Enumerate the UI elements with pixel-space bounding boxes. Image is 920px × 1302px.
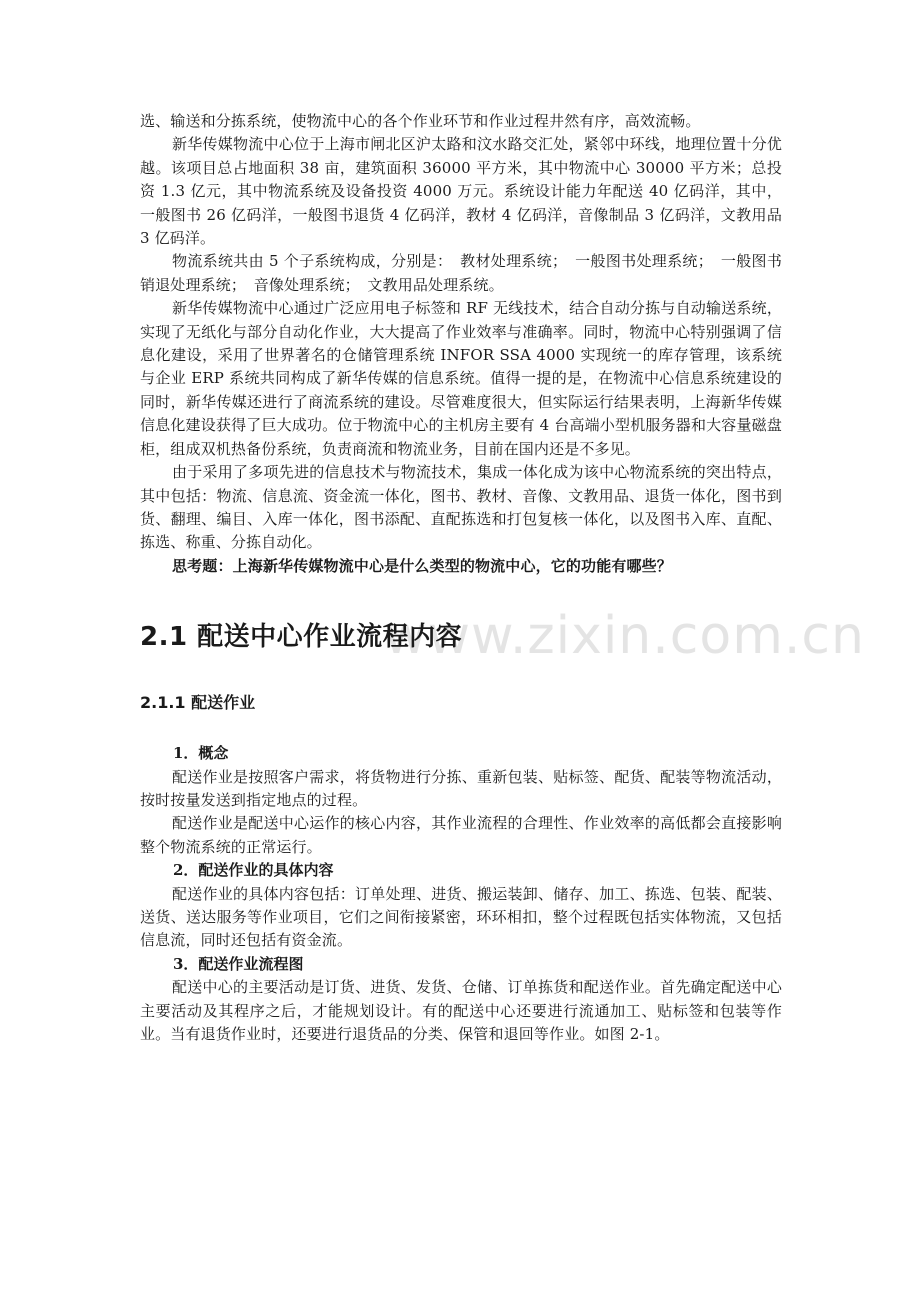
body-paragraph: 配送中心的主要活动是订货、进货、发货、仓储、订单拣货和配送作业。首先确定配送中心主要活动及其程序之后，才能规划设计。有的配送中心还要进行流通加工、贴标签和包装等作业。当有退货作业时，还要进行退货品的分类、保管和退回等作业。如图 2-1。 xyxy=(140,978,782,1043)
body-paragraph: 新华传媒物流中心位于上海市闸北区沪太路和汶水路交汇处，紧邻中环线，地理位置十分优越。该项目总占地面积 38 亩，建筑面积 36000 平方米，其中物流中心 30000 平方米；总投资 1.3 亿元，其中物流系统及设备投资 4000 万元。系统设计能力年配送 40 亿码洋，其中，一般图书 26 亿码洋，一般图书退货 4 亿码洋，教材 4 亿码洋，音像制品 3 亿码洋，文教用品 3 亿码洋。 xyxy=(140,135,782,248)
body-paragraph: 配送作业的具体内容包括：订单处理、进货、搬运装卸、储存、加工、拣选、包装、配装、送货、送达服务等作业项目，它们之间衔接紧密，环环相扣，整个过程既包括实体物流，又包括信息流，同时还包括有资金流。 xyxy=(140,884,782,950)
subheading-concept: 1．概念 xyxy=(173,744,229,763)
subsection-heading-2-1-1: 2.1.1 配送作业 xyxy=(140,693,256,713)
body-paragraph: 由于采用了多项先进的信息技术与物流技术，集成一体化成为该中心物流系统的突出特点，其中包括：物流、信息流、资金流一体化，图书、教材、音像、文教用品、退货一体化，图书到货、翻理、编目、入库一体化，图书添配、直配拣选和打包复核一体化，以及图书入库、直配、拣选、称重、分拣自动化。 xyxy=(140,463,782,552)
body-paragraph: 配送作业是按照客户需求，将货物进行分拣、重新包装、贴标签、配货、配装等物流活动，按时按量发送到指定地点的过程。 xyxy=(140,767,782,809)
subheading-specific-content: 2．配送作业的具体内容 xyxy=(173,861,334,880)
body-paragraph: 新华传媒物流中心通过广泛应用电子标签和 RF 无线技术，结合自动分拣与自动输送系统，实现了无纸化与部分自动化作业，大大提高了作业效率与准确率。同时，物流中心特别强调了信息化建设，采用了世界著名的仓储管理系统 INFOR SSA 4000 实现统一的库存管理，该系统与企业 ERP 系统共同构成了新华传媒的信息系统。值得一提的是，在物流中心信息系统建设的同时，新华传媒还进行了商流系统的建设。尽管难度很大，但实际运行结果表明，上海新华传媒信息化建设获得了巨大成功。位于物流中心的主机房主要有 4 台高端小型机服务器和大容量磁盘柜，组成双机热备份系统，负责商流和物流业务，目前在国内还是不多见。 xyxy=(140,299,782,458)
body-paragraph: 物流系统共由 5 个子系统构成，分别是： 教材处理系统； 一般图书处理系统； 一般图书销退处理系统； 音像处理系统； 文教用品处理系统。 xyxy=(140,252,782,294)
discussion-question: 思考题：上海新华传媒物流中心是什么类型的物流中心，它的功能有哪些？ xyxy=(172,556,672,575)
watermark: www.zixin.com.cn xyxy=(384,606,865,666)
section-heading-2-1: 2.1 配送中心作业流程内容 xyxy=(140,622,463,653)
body-paragraph: 选、输送和分拣系统，使物流中心的各个作业环节和作业过程井然有序，高效流畅。 xyxy=(140,112,701,130)
document-page xyxy=(140,110,782,1046)
body-paragraph: 配送作业是配送中心运作的核心内容，其作业流程的合理性、作业效率的高低都会直接影响整个物流系统的正常运行。 xyxy=(140,814,782,856)
subheading-flowchart: 3．配送作业流程图 xyxy=(173,954,304,973)
